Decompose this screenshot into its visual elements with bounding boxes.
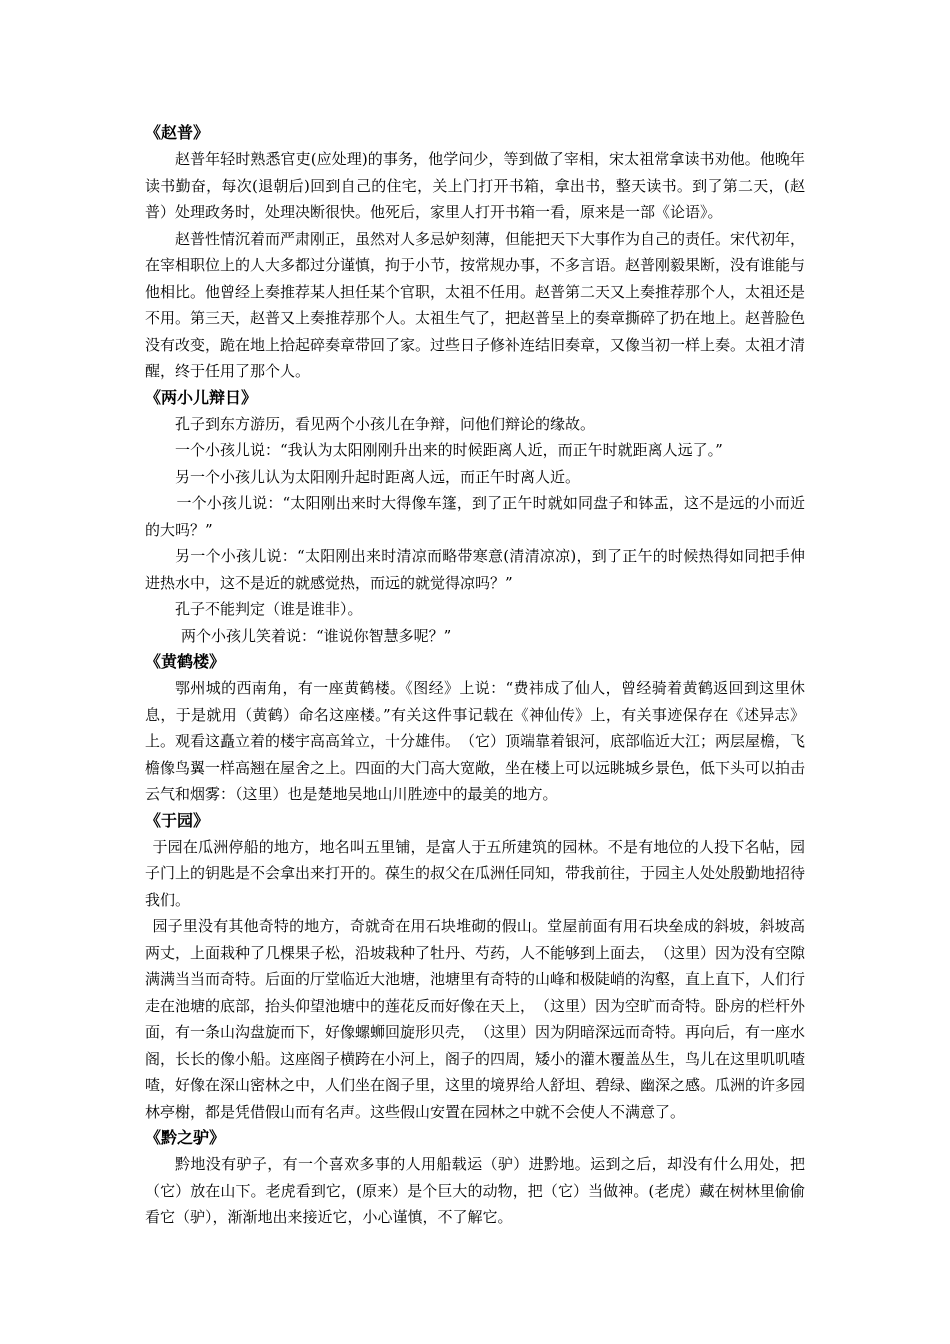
paragraph: 于园在瓜洲停船的地方，地名叫五里铺，是富人于五所建筑的园林。不是有地位的人投下名帖，园子门上的钥匙是不会拿出来打开的。葆生的叔父在瓜洲任同知，带我前往，于园主人处处殷勤地招待我们。 xyxy=(145,837,806,909)
paragraph: 园子里没有其他奇特的地方，奇就奇在用石块堆砌的假山。堂屋前面有用石块垒成的斜坡，斜坡高两丈，上面栽种了几棵果子松，沿坡栽种了牡丹、芍药，人不能够到上面去， （这里）因为没有空隙满满当当而奇特。后面的厅堂临近大池塘，池塘里有奇特的山峰和极陡峭的沟壑，直上直下，人们行走在池塘的底部，抬头仰望池塘中的莲花反而好像在天上， （这里）因为空旷而奇特。卧房的栏杆外面，有一条山沟盘旋而下，好像螺蛳回旋形贝壳， （这里）因为阴暗深远而奇特。再向后，有一座水阁，长长的像小船。这座阁子横跨在小河上，阁子的四周，矮小的灌木覆盖丛生，鸟儿在这里叽叽喳喳，好像在深山密林之中，人们坐在阁子里，这里的境界给人舒坦、碧绿、幽深之感。瓜洲的许多园林亭榭，都是凭借假山而有名声。这些假山安置在园林之中就不会使人不满意了。 xyxy=(145,917,806,1121)
section-title: 《赵普》 xyxy=(145,123,210,142)
section-title: 《黄鹤楼》 xyxy=(145,652,226,671)
paragraph: 另一个小孩儿认为太阳刚升起时距离人远，而正午时离人近。 xyxy=(175,467,581,486)
paragraph: 一个小孩儿说：“我认为太阳刚刚升出来的时候距离人近，而正午时就距离人远了。” xyxy=(175,441,723,459)
section-title: 《两小儿辩日》 xyxy=(145,387,258,407)
section-zhao-pu xyxy=(145,120,805,385)
section-huang-he-lou xyxy=(145,649,805,808)
paragraph: 另一个小孩儿说：“太阳刚出来时清凉而略带寒意(清清凉凉)，到了正午的时候热得如同把手伸进热水中，这不是近的就感觉热，而远的就觉得凉吗？” xyxy=(145,547,805,592)
paragraph: 赵普性情沉着而严肃刚正，虽然对人多忌妒刻薄，但能把天下大事作为自己的责任。宋代初年，在宰相职位上的人大多都过分谨慎，拘于小节，按常规办事，不多言语。赵普刚毅果断，没有谁能与他相比。他曾经上奏推荐某人担任某个官职，太祖不任用。赵普第二天又上奏推荐那个人，太祖还是不用。第三天，赵普又上奏推荐那个人。太祖生气了，把赵普呈上的奏章撕碎了扔在地上。赵普脸色没有改变，跪在地上拾起碎奏章带回了家。过些日子修补连结旧奏章，又像当初一样上奏。太祖才清醒，终于任用了那个人。 xyxy=(145,229,806,380)
section-title: 《黔之驴》 xyxy=(145,1128,226,1147)
section-liang-xiao-er-bian-ri xyxy=(145,385,805,650)
paragraph: 两个小孩儿笑着说：“谁说你智慧多呢？” xyxy=(181,626,452,645)
paragraph: 黔地没有驴子，有一个喜欢多事的人用船载运（驴）进黔地。运到之后，却没有什么用处，把（它）放在山下。老虎看到它，(原来）是个巨大的动物，把（它）当做神。(老虎）藏在树林里偷偷看它（驴），渐渐地出来接近它，小心谨慎，不了解它。 xyxy=(145,1155,805,1226)
document-page xyxy=(145,120,805,1231)
section-title: 《于园》 xyxy=(145,810,210,830)
paragraph: 鄂州城的西南角，有一座黄鹤楼。《图经》上说：“费祎成了仙人，曾经骑着黄鹤返回到这里休息，于是就用（黄鹤）命名这座楼。”有关这件事记载在《神仙传》上，有关事迹保存在《述异志》上。观看这矗立着的楼宇高高耸立，十分雄伟。 （它）顶端靠着银河，底部临近大江；两层屋檐，飞檐像鸟翼一样高翘在屋舍之上。四面的大门高大宽敞，坐在楼上可以远眺城乡景色，低下头可以拍击云气和烟雾：（这里）也是楚地吴地山川胜迹中的最美的地方。 xyxy=(145,679,806,803)
section-qian-zhi-lv xyxy=(145,1125,805,1231)
paragraph: 赵普年轻时熟悉官吏(应处理)的事务，他学问少，等到做了宰相，宋太祖常拿读书劝他。他晚年读书勤奋，每次(退朝后)回到自己的住宅，关上门打开书箱，拿出书，整天读书。到了第二天，(赵普）处理政务时，处理决断很快。他死后，家里人打开书箱一看，原来是一部《论语》。 xyxy=(145,150,805,221)
section-yu-yuan xyxy=(145,808,805,1126)
paragraph: 孔子不能判定（谁是谁非）。 xyxy=(175,600,363,618)
paragraph: 孔子到东方游历，看见两个小孩儿在争辩，问他们辩论的缘故。 xyxy=(175,414,596,433)
paragraph: 一个小孩儿说：“太阳刚出来时大得像车篷，到了正午时就如同盘子和钵盂，这不是远的小而近的大吗？” xyxy=(145,494,805,539)
